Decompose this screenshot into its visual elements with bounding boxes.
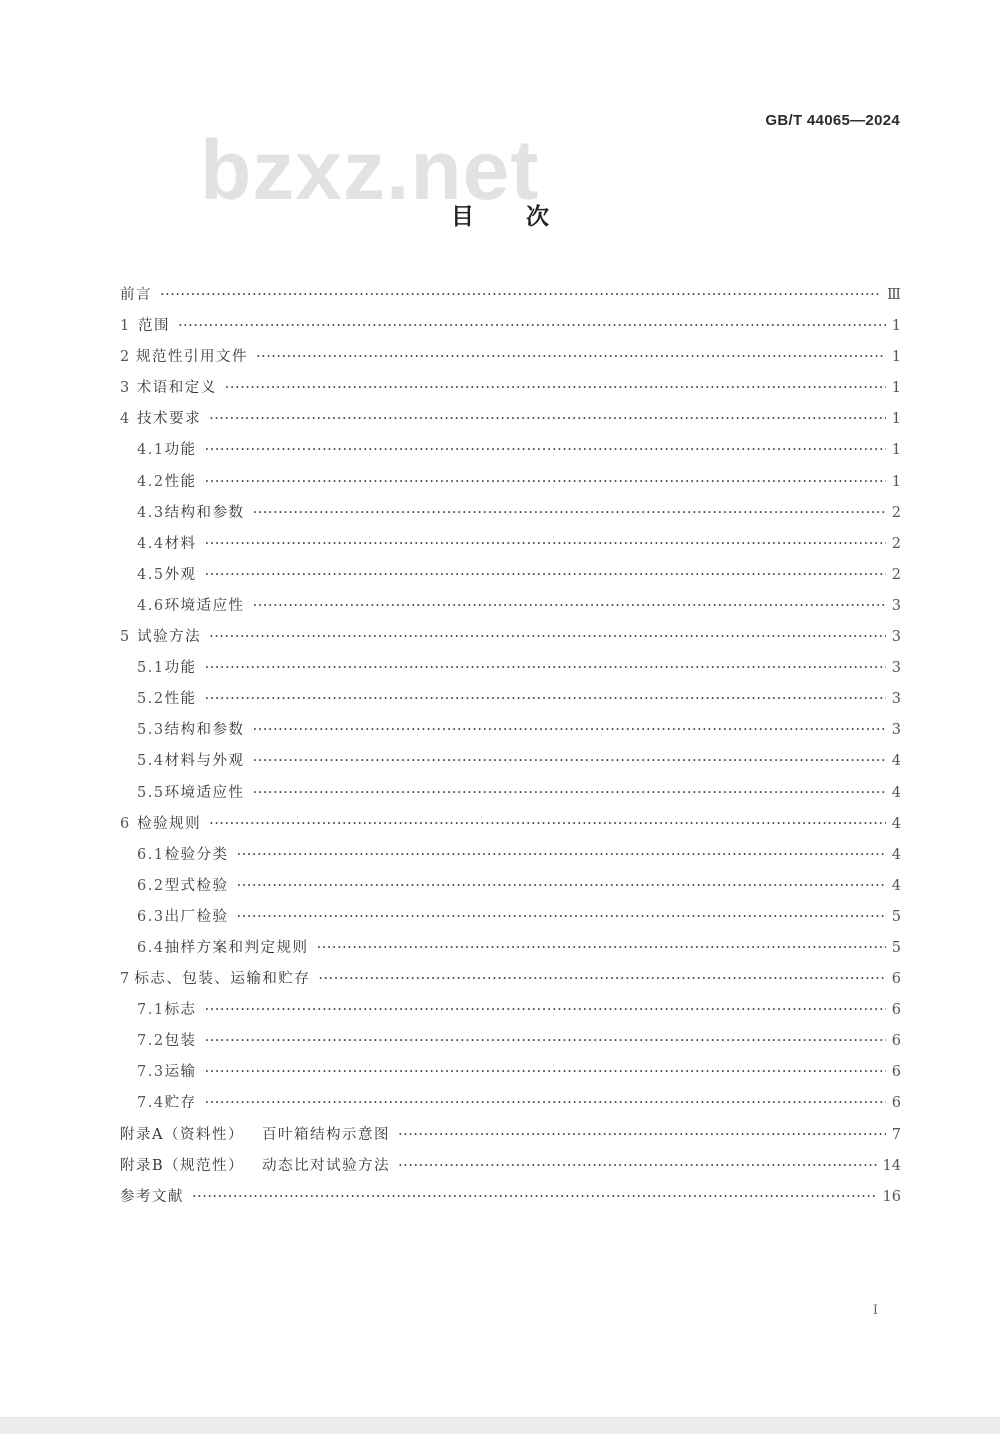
toc-leader-dots [209,809,886,840]
toc-entry-number: 7.1 [137,1002,165,1019]
toc-entry-page: 6 [891,1064,901,1081]
toc-entry-label: 技术要求 [137,411,202,428]
toc-entry-label: 术语和定义 [136,380,217,397]
toc-entry-5[interactable] [120,622,901,653]
toc-entry-6-2[interactable] [120,871,901,902]
toc-entry-page: 4 [891,753,901,770]
toc-leader-dots [318,964,885,995]
toc-entry-number: 5.3 [137,722,165,739]
toc-entry-number: 5.4 [137,753,165,770]
toc-entry-label: 外观 [164,566,197,583]
toc-entry-1[interactable] [120,311,901,342]
toc-entry-5-4[interactable] [120,746,901,777]
toc-entry-page: 4 [891,815,901,832]
toc-leader-dots [209,622,886,653]
toc-entry-number: 5.5 [137,784,165,801]
toc-entry-label: 环境适应性 [164,597,245,614]
toc-entry-label: 动态比对试验方法 [262,1157,391,1174]
toc-leader-dots [253,746,886,777]
toc-entry-number: 2 [120,349,131,366]
toc-entry-5-5[interactable] [120,778,901,809]
toc-entry-number: 6 [120,815,131,832]
toc-entry-page: 3 [891,629,901,646]
toc-entry-number: 3 [120,380,131,397]
toc-entry-number: 4.6 [137,597,165,614]
toc-entry-label: 出厂检验 [164,908,229,925]
toc-annex-type: 附录B（规范性） [120,1157,245,1174]
toc-entry-7-4[interactable] [120,1088,901,1119]
toc-leader-dots [205,1057,886,1088]
toc-entry-foreword[interactable] [120,280,901,311]
toc-entry-number: 7 [120,971,131,988]
toc-entry-page: 3 [891,691,901,708]
toc-leader-dots [205,435,886,466]
toc-entry-6-4[interactable] [120,933,901,964]
toc-entry-label: 环境适应性 [164,784,245,801]
toc-leader-dots [237,871,886,902]
standard-number: GB/T 44065—2024 [765,112,900,129]
toc-entry-page: 2 [891,535,901,552]
toc-leader-dots [253,715,886,746]
toc-entry-page: 6 [891,971,901,988]
toc-entry-number: 5.2 [137,691,165,708]
toc-leader-dots [205,529,886,560]
toc-entry-page: 3 [891,722,901,739]
toc-entry-page: 1 [891,380,901,397]
toc-entry-page: 6 [891,1002,901,1019]
toc-entry-7-2[interactable] [120,1026,901,1057]
toc-entry-page: 1 [891,411,901,428]
toc-entry-number: 6.2 [137,877,165,894]
toc-entry-page: 2 [891,504,901,521]
toc-leader-dots [237,840,886,871]
toc-entry-6-1[interactable] [120,840,901,871]
toc-leader-dots [160,280,881,311]
toc-entry-page: 1 [891,442,901,459]
toc-entry-4-3[interactable] [120,498,901,529]
toc-entry-label: 范围 [137,318,170,335]
toc-entry-number: 7.3 [137,1064,165,1081]
toc-entry-3[interactable] [120,373,901,404]
toc-entry-annex-b[interactable] [120,1151,901,1182]
toc-entry-5-1[interactable] [120,653,901,684]
toc-entry-label: 功能 [164,442,197,459]
toc-entry-4-2[interactable] [120,467,901,498]
toc-entry-page: 6 [891,1033,901,1050]
toc-entry-page: 7 [891,1126,901,1143]
toc-entry-label: 结构和参数 [164,504,245,521]
toc-leader-dots [237,902,886,933]
toc-entry-label: 标志 [164,1002,197,1019]
toc-entry-label: 标志、包装、运输和贮存 [134,971,311,988]
toc-entry-label: 规范性引用文件 [135,349,248,366]
toc-entry-label: 运输 [164,1064,197,1081]
page-number: I [872,1303,878,1318]
toc-entry-7-3[interactable] [120,1057,901,1088]
toc-entry-5-3[interactable] [120,715,901,746]
toc-entry-page: 5 [891,939,901,956]
toc-leader-dots [253,591,886,622]
toc-entry-number: 4 [120,411,131,428]
toc-entry-4-4[interactable] [120,529,901,560]
toc-entry-4-5[interactable] [120,560,901,591]
toc-entry-number: 6.4 [137,939,165,956]
toc-entry-6-3[interactable] [120,902,901,933]
toc-leader-dots [253,778,886,809]
toc-entry-label: 性能 [164,691,197,708]
toc-leader-dots [253,498,886,529]
toc-entry-number: 4.2 [137,473,165,490]
toc-entry-number: 4.1 [137,442,165,459]
toc-leader-dots [205,995,886,1026]
toc-entry-page: 16 [882,1188,901,1205]
toc-entry-label: 性能 [164,473,197,490]
toc-entry-page: 3 [891,597,901,614]
toc-entry-page: 1 [891,318,901,335]
toc-entry-number: 6.3 [137,908,165,925]
toc-leader-dots [205,467,886,498]
toc-entry-number: 7.4 [137,1095,165,1112]
toc-leader-dots [225,373,886,404]
toc-entry-6[interactable] [120,809,901,840]
toc-entry-label: 材料 [164,535,197,552]
toc-entry-page: 1 [891,349,901,366]
toc-entry-label: 前言 [120,287,152,303]
toc-title: 目次 [451,204,601,230]
toc-entry-7[interactable] [120,964,901,995]
toc-leader-dots [205,684,886,715]
toc-entry-label: 材料与外观 [164,753,245,770]
toc-entry-page: 3 [891,660,901,677]
toc-entry-label: 型式检验 [164,877,229,894]
toc-entry-number: 5 [120,629,131,646]
toc-entry-page: 5 [891,908,901,925]
toc-entry-number: 1 [120,318,131,335]
toc-entry-page: 4 [891,877,901,894]
toc-leader-dots [205,1088,886,1119]
toc-leader-dots [192,1182,877,1213]
viewer-bottom-bar [0,1417,1000,1434]
toc-leader-dots [317,933,886,964]
toc-entry-references[interactable] [120,1182,901,1213]
toc-annex-type: 附录A（资料性） [120,1126,244,1143]
toc-entry-page: 1 [891,473,901,490]
toc-entry-label: 检验分类 [164,846,229,863]
toc-entry-number: 4.3 [137,504,165,521]
toc-entry-4-6[interactable] [120,591,901,622]
toc-entry-label: 试验方法 [137,629,202,646]
toc-entry-label: 包装 [164,1033,197,1050]
table-of-contents [120,280,901,1213]
toc-entry-number: 6.1 [137,846,165,863]
toc-entry-page: 6 [891,1095,901,1112]
toc-entry-number: 4.5 [137,566,165,583]
toc-entry-7-1[interactable] [120,995,901,1026]
toc-entry-page: Ⅲ [887,287,901,303]
toc-entry-page: 2 [891,566,901,583]
toc-leader-dots [398,1120,886,1151]
toc-entry-number: 5.1 [137,660,165,677]
toc-entry-label: 百叶箱结构示意图 [261,1126,390,1143]
toc-entry-5-2[interactable] [120,684,901,715]
toc-leader-dots [398,1151,876,1182]
toc-entry-label: 功能 [164,660,197,677]
toc-entry-number: 7.2 [137,1033,165,1050]
toc-entry-label: 参考文献 [120,1188,184,1205]
toc-entry-annex-a[interactable] [120,1120,901,1151]
toc-entry-4[interactable] [120,404,901,435]
toc-leader-dots [178,311,886,342]
toc-entry-label: 抽样方案和判定规则 [164,939,309,956]
toc-entry-label: 结构和参数 [164,722,245,739]
watermark: bzxz.net [200,123,540,217]
toc-entry-label: 贮存 [164,1095,197,1112]
toc-leader-dots [205,560,886,591]
toc-entry-2[interactable] [120,342,901,373]
toc-leader-dots [256,342,886,373]
toc-leader-dots [205,1026,886,1057]
toc-entry-label: 检验规则 [137,815,202,832]
toc-entry-page: 14 [882,1157,901,1174]
toc-leader-dots [209,404,886,435]
toc-entry-page: 4 [891,784,901,801]
toc-entry-number: 4.4 [137,535,165,552]
toc-entry-page: 4 [891,846,901,863]
toc-entry-4-1[interactable] [120,435,901,466]
toc-leader-dots [205,653,886,684]
